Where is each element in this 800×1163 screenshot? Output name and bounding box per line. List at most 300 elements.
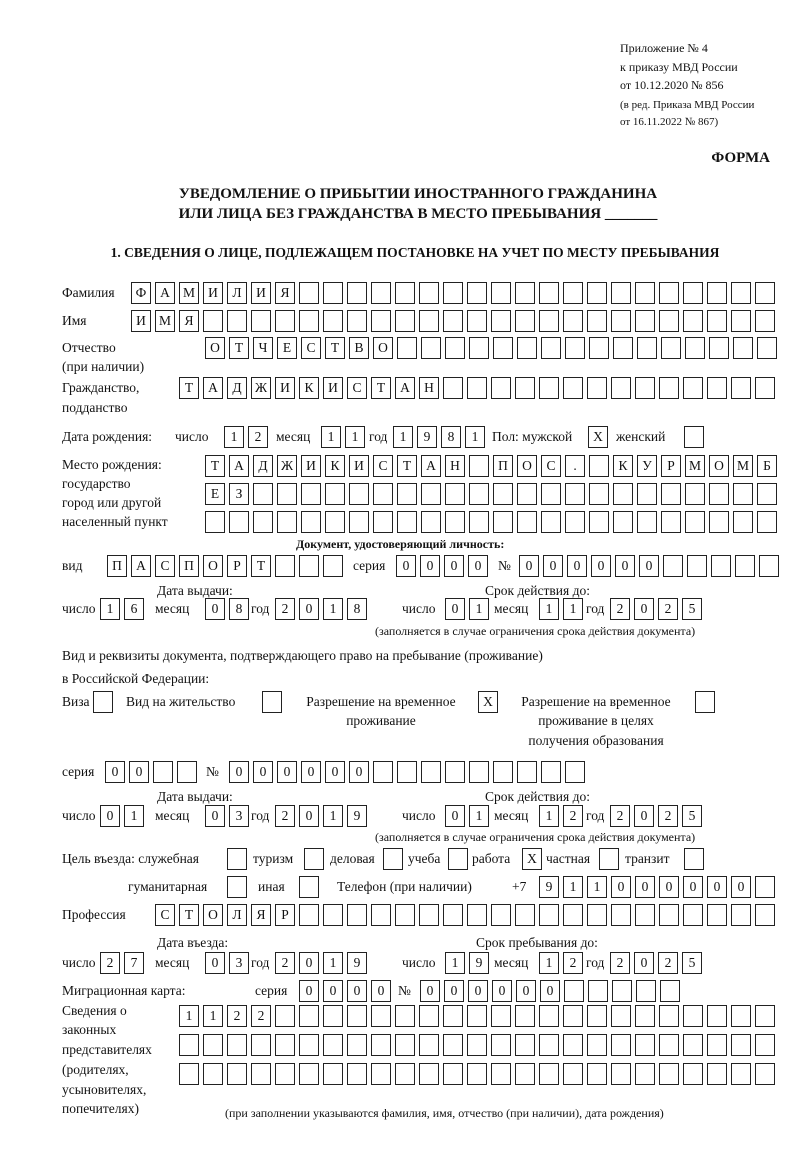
char-cell[interactable]: 1 [345,426,365,448]
char-cell[interactable] [659,1005,679,1027]
char-cell[interactable] [323,282,343,304]
char-cell[interactable] [755,282,775,304]
char-cell[interactable] [659,1063,679,1085]
char-cell[interactable]: Т [179,377,199,399]
char-cell[interactable]: 0 [543,555,563,577]
char-cell[interactable]: М [155,310,175,332]
char-cell[interactable] [563,904,583,926]
char-cell[interactable]: 0 [349,761,369,783]
char-cell[interactable] [587,282,607,304]
char-cell[interactable]: 6 [124,598,144,620]
char-cell[interactable] [397,761,417,783]
char-cell[interactable]: 1 [539,805,559,827]
char-cell[interactable] [541,337,561,359]
char-cell[interactable]: 1 [323,952,343,974]
char-cell[interactable] [323,1063,343,1085]
char-cell[interactable]: 1 [100,598,120,620]
char-cell[interactable] [541,483,561,505]
char-cell[interactable] [227,310,247,332]
char-cell[interactable]: 1 [539,952,559,974]
char-cell[interactable] [395,1034,415,1056]
char-cell[interactable]: 2 [248,426,268,448]
char-cell[interactable]: 1 [321,426,341,448]
char-cell[interactable] [611,377,631,399]
char-cell[interactable]: 3 [229,952,249,974]
char-cell[interactable] [493,483,513,505]
char-cell[interactable] [443,1005,463,1027]
char-cell[interactable]: П [179,555,199,577]
char-cell[interactable] [395,1063,415,1085]
char-cell[interactable] [541,761,561,783]
char-cell[interactable] [277,483,297,505]
char-cell[interactable] [275,555,295,577]
char-cell[interactable] [275,1063,295,1085]
char-cell[interactable] [323,904,343,926]
char-cell[interactable]: Ж [251,377,271,399]
char-cell[interactable] [635,1005,655,1027]
char-cell[interactable]: Т [397,455,417,477]
char-cell[interactable] [421,337,441,359]
char-cell[interactable]: 1 [203,1005,223,1027]
char-cell[interactable] [731,310,751,332]
char-cell[interactable]: 0 [299,980,319,1002]
char-cell[interactable] [589,337,609,359]
char-cell[interactable]: . [565,455,585,477]
char-cell[interactable]: Ч [253,337,273,359]
char-cell[interactable] [299,1063,319,1085]
char-cell[interactable] [491,282,511,304]
char-cell[interactable] [491,904,511,926]
char-cell[interactable] [469,761,489,783]
char-cell[interactable] [755,904,775,926]
char-cell[interactable]: Р [275,904,295,926]
char-cell[interactable]: 8 [229,598,249,620]
char-cell[interactable] [347,1034,367,1056]
char-cell[interactable] [275,310,295,332]
char-cell[interactable] [539,1034,559,1056]
char-cell[interactable]: Т [371,377,391,399]
char-cell[interactable]: 0 [445,805,465,827]
char-cell[interactable]: 0 [205,598,225,620]
char-cell[interactable] [589,483,609,505]
char-cell[interactable]: А [155,282,175,304]
char-cell[interactable] [563,377,583,399]
char-cell[interactable] [707,904,727,926]
char-cell[interactable] [589,511,609,533]
char-cell[interactable] [731,1034,751,1056]
char-cell[interactable]: Е [277,337,297,359]
char-cell[interactable] [229,511,249,533]
char-cell[interactable]: З [229,483,249,505]
char-cell[interactable] [636,980,656,1002]
char-cell[interactable] [397,511,417,533]
char-cell[interactable]: 5 [682,952,702,974]
char-cell[interactable] [731,282,751,304]
char-cell[interactable]: К [613,455,633,477]
char-cell[interactable] [683,377,703,399]
char-cell[interactable]: 0 [707,876,727,898]
char-cell[interactable] [251,310,271,332]
char-cell[interactable] [491,1063,511,1085]
char-cell[interactable] [445,761,465,783]
char-cell[interactable] [203,310,223,332]
char-cell[interactable] [179,1063,199,1085]
char-cell[interactable] [227,1034,247,1056]
char-cell[interactable] [755,1034,775,1056]
char-cell[interactable] [323,555,343,577]
char-cell[interactable]: А [421,455,441,477]
char-cell[interactable] [421,761,441,783]
char-cell[interactable]: И [275,377,295,399]
char-cell[interactable]: 0 [420,555,440,577]
char-cell[interactable]: С [155,904,175,926]
char-cell[interactable] [467,904,487,926]
char-cell[interactable] [663,555,683,577]
char-cell[interactable] [493,337,513,359]
char-cell[interactable]: 0 [468,980,488,1002]
char-cell[interactable]: 2 [610,952,630,974]
char-cell[interactable]: 2 [610,598,630,620]
char-cell[interactable]: 2 [658,952,678,974]
char-cell[interactable] [371,1034,391,1056]
char-cell[interactable] [443,904,463,926]
char-cell[interactable]: В [349,337,369,359]
char-cell[interactable]: 0 [100,805,120,827]
char-cell[interactable] [711,555,731,577]
char-cell[interactable] [395,310,415,332]
char-cell[interactable] [685,337,705,359]
char-cell[interactable] [299,1005,319,1027]
char-cell[interactable]: Я [275,282,295,304]
char-cell[interactable] [637,511,657,533]
char-cell[interactable]: 0 [277,761,297,783]
char-cell[interactable]: 2 [275,805,295,827]
char-cell[interactable] [755,377,775,399]
char-cell[interactable]: С [347,377,367,399]
char-cell[interactable]: 7 [124,952,144,974]
char-cell[interactable]: И [131,310,151,332]
char-cell[interactable]: 8 [347,598,367,620]
char-cell[interactable]: 0 [635,876,655,898]
char-cell[interactable] [661,483,681,505]
char-cell[interactable]: А [131,555,151,577]
char-cell[interactable]: 0 [299,952,319,974]
char-cell[interactable]: Р [227,555,247,577]
char-cell[interactable] [707,1005,727,1027]
char-cell[interactable]: С [301,337,321,359]
char-cell[interactable] [397,337,417,359]
char-cell[interactable] [395,1005,415,1027]
char-cell[interactable] [443,377,463,399]
char-cell[interactable]: Е [205,483,225,505]
char-cell[interactable] [347,1005,367,1027]
char-cell[interactable] [515,282,535,304]
char-cell[interactable] [661,337,681,359]
char-cell[interactable] [659,310,679,332]
checkbox-cell[interactable] [93,691,113,713]
char-cell[interactable]: 2 [227,1005,247,1027]
char-cell[interactable] [685,483,705,505]
char-cell[interactable] [491,1005,511,1027]
char-cell[interactable]: 0 [105,761,125,783]
char-cell[interactable] [445,337,465,359]
char-cell[interactable]: О [205,337,225,359]
char-cell[interactable]: А [229,455,249,477]
char-cell[interactable]: Т [179,904,199,926]
char-cell[interactable] [731,1005,751,1027]
checkbox-cell[interactable] [599,848,619,870]
char-cell[interactable]: 0 [445,598,465,620]
char-cell[interactable] [563,310,583,332]
char-cell[interactable] [611,904,631,926]
char-cell[interactable] [755,1005,775,1027]
char-cell[interactable] [253,483,273,505]
char-cell[interactable] [177,761,197,783]
char-cell[interactable]: Ф [131,282,151,304]
char-cell[interactable] [277,511,297,533]
char-cell[interactable]: 1 [563,598,583,620]
char-cell[interactable]: 0 [634,805,654,827]
char-cell[interactable] [299,310,319,332]
char-cell[interactable] [517,761,537,783]
char-cell[interactable] [371,310,391,332]
char-cell[interactable]: 0 [611,876,631,898]
char-cell[interactable] [419,310,439,332]
char-cell[interactable]: У [637,455,657,477]
char-cell[interactable] [687,555,707,577]
char-cell[interactable] [467,1005,487,1027]
char-cell[interactable]: Н [419,377,439,399]
char-cell[interactable]: Л [227,282,247,304]
char-cell[interactable]: 0 [516,980,536,1002]
char-cell[interactable] [275,1005,295,1027]
char-cell[interactable] [205,511,225,533]
char-cell[interactable]: О [203,555,223,577]
char-cell[interactable]: 2 [251,1005,271,1027]
char-cell[interactable] [587,377,607,399]
checkbox-cell[interactable] [262,691,282,713]
char-cell[interactable] [735,555,755,577]
char-cell[interactable]: О [373,337,393,359]
char-cell[interactable] [347,904,367,926]
char-cell[interactable] [611,1034,631,1056]
char-cell[interactable]: К [325,455,345,477]
char-cell[interactable]: 9 [417,426,437,448]
char-cell[interactable]: А [203,377,223,399]
char-cell[interactable]: Я [251,904,271,926]
char-cell[interactable] [565,483,585,505]
char-cell[interactable] [301,511,321,533]
char-cell[interactable]: 0 [519,555,539,577]
char-cell[interactable]: 3 [229,805,249,827]
char-cell[interactable] [373,761,393,783]
char-cell[interactable] [683,1005,703,1027]
char-cell[interactable] [755,310,775,332]
checkbox-cell[interactable] [383,848,403,870]
char-cell[interactable] [493,761,513,783]
char-cell[interactable] [469,511,489,533]
char-cell[interactable]: Т [325,337,345,359]
char-cell[interactable]: Б [757,455,777,477]
char-cell[interactable] [395,282,415,304]
char-cell[interactable] [299,904,319,926]
char-cell[interactable]: И [323,377,343,399]
char-cell[interactable] [253,511,273,533]
char-cell[interactable] [759,555,779,577]
char-cell[interactable]: 9 [469,952,489,974]
char-cell[interactable]: М [685,455,705,477]
char-cell[interactable] [660,980,680,1002]
char-cell[interactable] [445,511,465,533]
char-cell[interactable]: И [301,455,321,477]
char-cell[interactable]: 0 [396,555,416,577]
char-cell[interactable] [445,483,465,505]
char-cell[interactable]: 0 [731,876,751,898]
char-cell[interactable] [733,337,753,359]
char-cell[interactable] [637,337,657,359]
char-cell[interactable] [467,377,487,399]
char-cell[interactable]: 1 [124,805,144,827]
char-cell[interactable]: 0 [347,980,367,1002]
char-cell[interactable] [419,1034,439,1056]
char-cell[interactable] [469,483,489,505]
char-cell[interactable] [301,483,321,505]
char-cell[interactable] [635,904,655,926]
char-cell[interactable] [251,1034,271,1056]
char-cell[interactable] [203,1063,223,1085]
char-cell[interactable]: 2 [610,805,630,827]
char-cell[interactable]: 9 [539,876,559,898]
char-cell[interactable] [707,377,727,399]
char-cell[interactable]: 0 [253,761,273,783]
char-cell[interactable]: И [349,455,369,477]
char-cell[interactable] [467,1063,487,1085]
char-cell[interactable] [419,904,439,926]
char-cell[interactable] [563,1034,583,1056]
checkbox-cell[interactable] [684,426,704,448]
char-cell[interactable]: 0 [634,598,654,620]
char-cell[interactable] [491,310,511,332]
char-cell[interactable] [635,310,655,332]
char-cell[interactable] [659,1034,679,1056]
char-cell[interactable] [757,483,777,505]
checkbox-cell[interactable]: X [588,426,608,448]
char-cell[interactable]: С [541,455,561,477]
char-cell[interactable]: Ж [277,455,297,477]
char-cell[interactable] [661,511,681,533]
char-cell[interactable]: 2 [275,598,295,620]
char-cell[interactable] [275,1034,295,1056]
char-cell[interactable]: 1 [469,598,489,620]
char-cell[interactable] [299,555,319,577]
checkbox-cell[interactable] [299,876,319,898]
char-cell[interactable] [349,511,369,533]
char-cell[interactable] [515,904,535,926]
char-cell[interactable] [683,1063,703,1085]
char-cell[interactable]: 0 [639,555,659,577]
char-cell[interactable] [539,904,559,926]
char-cell[interactable]: П [493,455,513,477]
char-cell[interactable] [539,310,559,332]
char-cell[interactable] [539,282,559,304]
char-cell[interactable]: 0 [567,555,587,577]
char-cell[interactable]: М [179,282,199,304]
char-cell[interactable] [685,511,705,533]
char-cell[interactable] [419,282,439,304]
char-cell[interactable] [443,1034,463,1056]
char-cell[interactable]: 2 [563,952,583,974]
char-cell[interactable]: 0 [371,980,391,1002]
char-cell[interactable]: Я [179,310,199,332]
char-cell[interactable] [443,282,463,304]
char-cell[interactable]: 1 [179,1005,199,1027]
char-cell[interactable] [515,1005,535,1027]
char-cell[interactable] [203,1034,223,1056]
char-cell[interactable] [757,337,777,359]
char-cell[interactable]: 0 [659,876,679,898]
char-cell[interactable] [587,1034,607,1056]
checkbox-cell[interactable] [695,691,715,713]
char-cell[interactable]: Н [445,455,465,477]
char-cell[interactable] [299,1034,319,1056]
char-cell[interactable]: Л [227,904,247,926]
char-cell[interactable]: 0 [229,761,249,783]
char-cell[interactable] [709,511,729,533]
char-cell[interactable]: И [251,282,271,304]
char-cell[interactable]: С [373,455,393,477]
char-cell[interactable] [347,1063,367,1085]
char-cell[interactable] [707,1034,727,1056]
char-cell[interactable]: 0 [634,952,654,974]
char-cell[interactable] [467,310,487,332]
char-cell[interactable]: 1 [587,876,607,898]
char-cell[interactable] [395,904,415,926]
char-cell[interactable]: 1 [469,805,489,827]
char-cell[interactable]: Д [227,377,247,399]
char-cell[interactable] [683,1034,703,1056]
char-cell[interactable] [587,1063,607,1085]
char-cell[interactable]: 2 [658,805,678,827]
char-cell[interactable] [349,483,369,505]
char-cell[interactable] [733,511,753,533]
char-cell[interactable] [587,310,607,332]
char-cell[interactable]: О [517,455,537,477]
char-cell[interactable] [373,511,393,533]
char-cell[interactable] [467,1034,487,1056]
char-cell[interactable]: 5 [682,598,702,620]
char-cell[interactable]: 0 [540,980,560,1002]
char-cell[interactable] [371,1005,391,1027]
char-cell[interactable] [515,1063,535,1085]
char-cell[interactable] [613,511,633,533]
char-cell[interactable] [565,761,585,783]
char-cell[interactable] [587,904,607,926]
char-cell[interactable] [515,310,535,332]
char-cell[interactable]: 1 [465,426,485,448]
char-cell[interactable]: 1 [539,598,559,620]
char-cell[interactable] [611,310,631,332]
char-cell[interactable] [325,483,345,505]
checkbox-cell[interactable] [448,848,468,870]
char-cell[interactable] [373,483,393,505]
char-cell[interactable] [563,1005,583,1027]
char-cell[interactable] [515,1034,535,1056]
char-cell[interactable] [539,1063,559,1085]
char-cell[interactable] [421,483,441,505]
char-cell[interactable]: 2 [100,952,120,974]
char-cell[interactable]: О [709,455,729,477]
char-cell[interactable] [517,483,537,505]
